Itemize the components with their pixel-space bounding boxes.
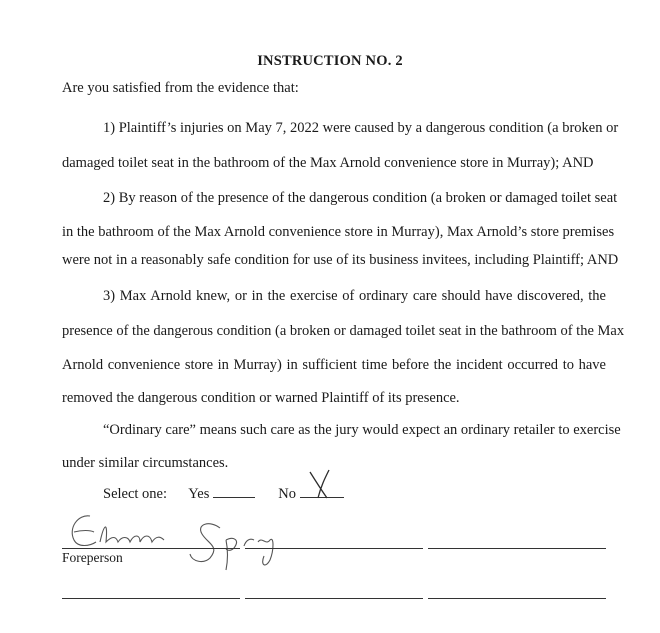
definition-line-1: “Ordinary care” means such care as the jury would expect an ordinary retailer to exercise (103, 422, 621, 438)
signature-line-4 (62, 598, 240, 599)
paragraph-3-line-3: Arnold convenience store in Murray) in sufficient time before the incident occurred to have (62, 357, 606, 373)
paragraph-3-line-4: removed the dangerous condition or warned Plaintiff of its presence. (62, 390, 460, 406)
paragraph-1-line-2: damaged toilet seat in the bathroom of the Max Arnold convenience store in Murray); AND (62, 155, 594, 171)
paragraph-3-line-1: 3) Max Arnold knew, or in the exercise of ordinary care should have discovered, the (103, 288, 606, 304)
signature-line-6 (428, 598, 606, 599)
paragraph-1-line-1: 1) Plaintiff’s injuries on May 7, 2022 were caused by a dangerous condition (a broken or (103, 120, 619, 136)
definition-line-2: under similar circumstances. (62, 455, 229, 471)
instruction-title: INSTRUCTION NO. 2 (257, 53, 403, 69)
signature-line-3 (428, 548, 606, 549)
paragraph-2-line-1: 2) By reason of the presence of the dangerous condition (a broken or damaged toilet seat (103, 190, 618, 206)
foreperson-label: Foreperson (62, 550, 123, 565)
yes-blank[interactable] (213, 485, 255, 498)
no-label: No (278, 486, 296, 502)
paragraph-3-line-2: presence of the dangerous condition (a broken or damaged toilet seat in the bathroom of the Max (62, 323, 625, 339)
yes-label: Yes (188, 486, 210, 502)
no-checkmark (305, 468, 339, 502)
intro-line: Are you satisfied from the evidence that: (62, 80, 299, 96)
select-one-label: Select one: (103, 486, 168, 502)
signature-line-5 (245, 598, 423, 599)
signature-line-1 (62, 548, 240, 549)
signature-line-2 (245, 548, 423, 549)
paragraph-2-line-3: were not in a reasonably safe condition for use of its business invitees, including Plaintiff; AND (62, 252, 619, 268)
paragraph-2-line-2: in the bathroom of the Max Arnold convenience store in Murray), Max Arnold’s store premises (62, 224, 615, 240)
